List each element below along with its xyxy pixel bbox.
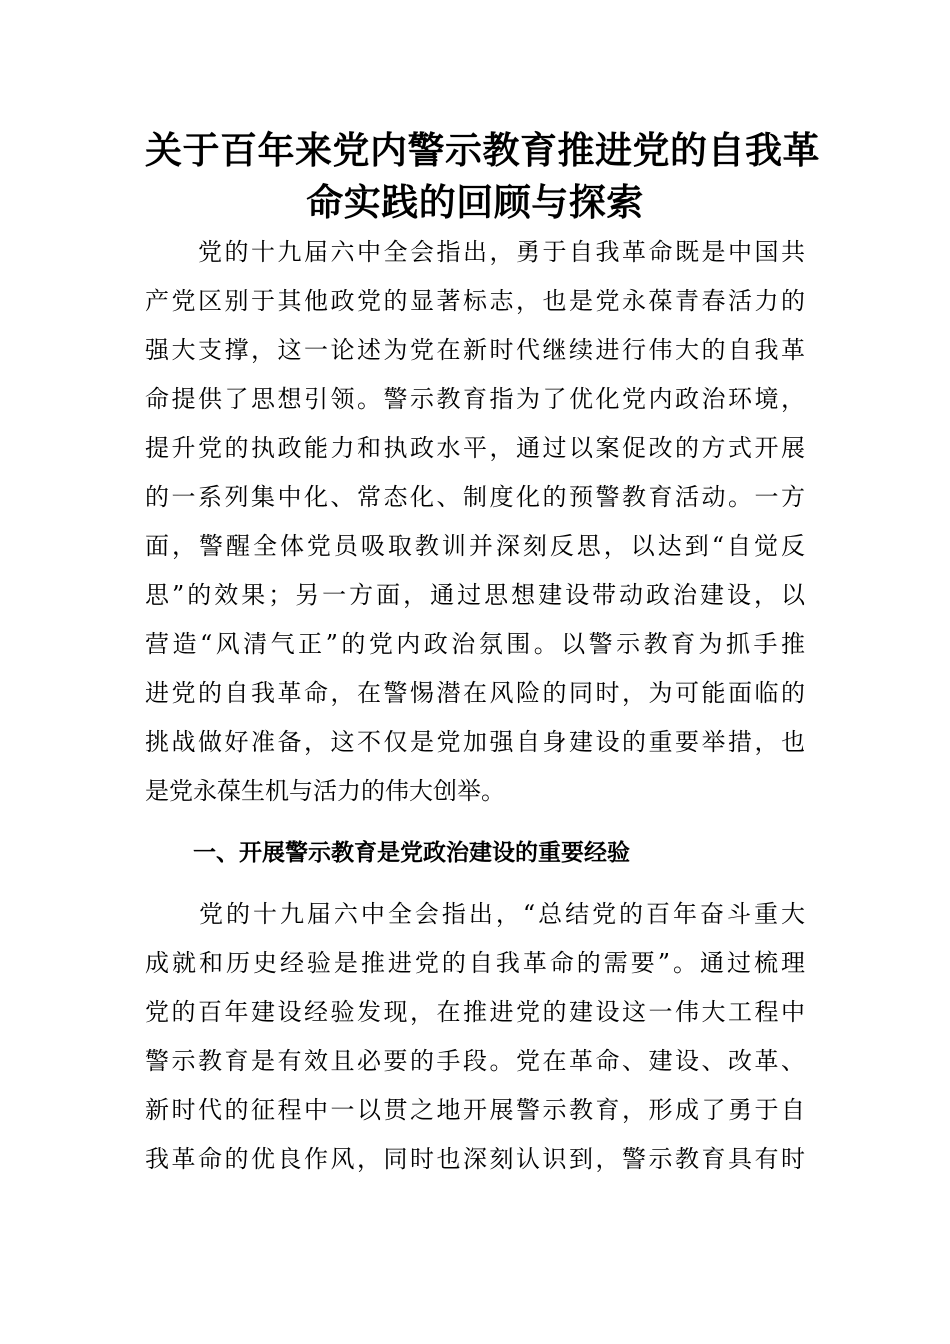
title-line: 关于百年来党内警示教育推进党的自我革 <box>145 128 820 172</box>
paragraph-line: 党的十九届六中全会指出，勇于自我革命既是中国共 <box>145 238 805 266</box>
paragraph-line: 成就和历史经验是推进党的自我革命的需要”。通过梳理 <box>145 949 805 977</box>
paragraph-line: 产党区别于其他政党的显著标志，也是党永葆青春活力的 <box>145 287 805 315</box>
paragraph-line: 是党永葆生机与活力的伟大创举。 <box>145 777 505 805</box>
document-body <box>145 228 805 1184</box>
paragraph-line: 党的百年建设经验发现，在推进党的建设这一伟大工程中 <box>145 998 805 1026</box>
paragraph-line: 进党的自我革命，在警惕潜在风险的同时，为可能面临的 <box>145 679 805 707</box>
section-paragraph <box>145 890 805 1184</box>
paragraph-line: 思”的效果；另一方面，通过思想建设带动政治建设，以 <box>145 581 805 609</box>
title-line: 命实践的回顾与探索 <box>306 180 644 224</box>
paragraph-line: 营造“风清气正”的党内政治氛围。以警示教育为抓手推 <box>145 630 805 658</box>
paragraph-line: 面，警醒全体党员吸取教训并深刻反思，以达到“自觉反 <box>145 532 805 560</box>
intro-paragraph <box>145 228 805 816</box>
section-gap <box>145 816 805 829</box>
section-heading: 一、开展警示教育是党政治建设的重要经验 <box>193 840 630 866</box>
paragraph-line: 的一系列集中化、常态化、制度化的预警教育活动。一方 <box>145 483 805 511</box>
paragraph-line: 强大支撑，这一论述为党在新时代继续进行伟大的自我革 <box>145 336 805 364</box>
section-gap <box>145 877 805 890</box>
document-title <box>145 124 820 228</box>
paragraph-line: 新时代的征程中一以贯之地开展警示教育，形成了勇于自 <box>145 1096 805 1124</box>
paragraph-line: 我革命的优良作风，同时也深刻认识到，警示教育具有时 <box>145 1145 805 1173</box>
paragraph-line: 党的十九届六中全会指出，“总结党的百年奋斗重大 <box>145 900 805 928</box>
paragraph-line: 命提供了思想引领。警示教育指为了优化党内政治环境， <box>145 385 805 413</box>
paragraph-line: 提升党的执政能力和执政水平，通过以案促改的方式开展 <box>145 434 805 462</box>
paragraph-line: 挑战做好准备，这不仅是党加强自身建设的重要举措，也 <box>145 728 805 756</box>
paragraph-line: 警示教育是有效且必要的手段。党在革命、建设、改革、 <box>145 1047 805 1075</box>
